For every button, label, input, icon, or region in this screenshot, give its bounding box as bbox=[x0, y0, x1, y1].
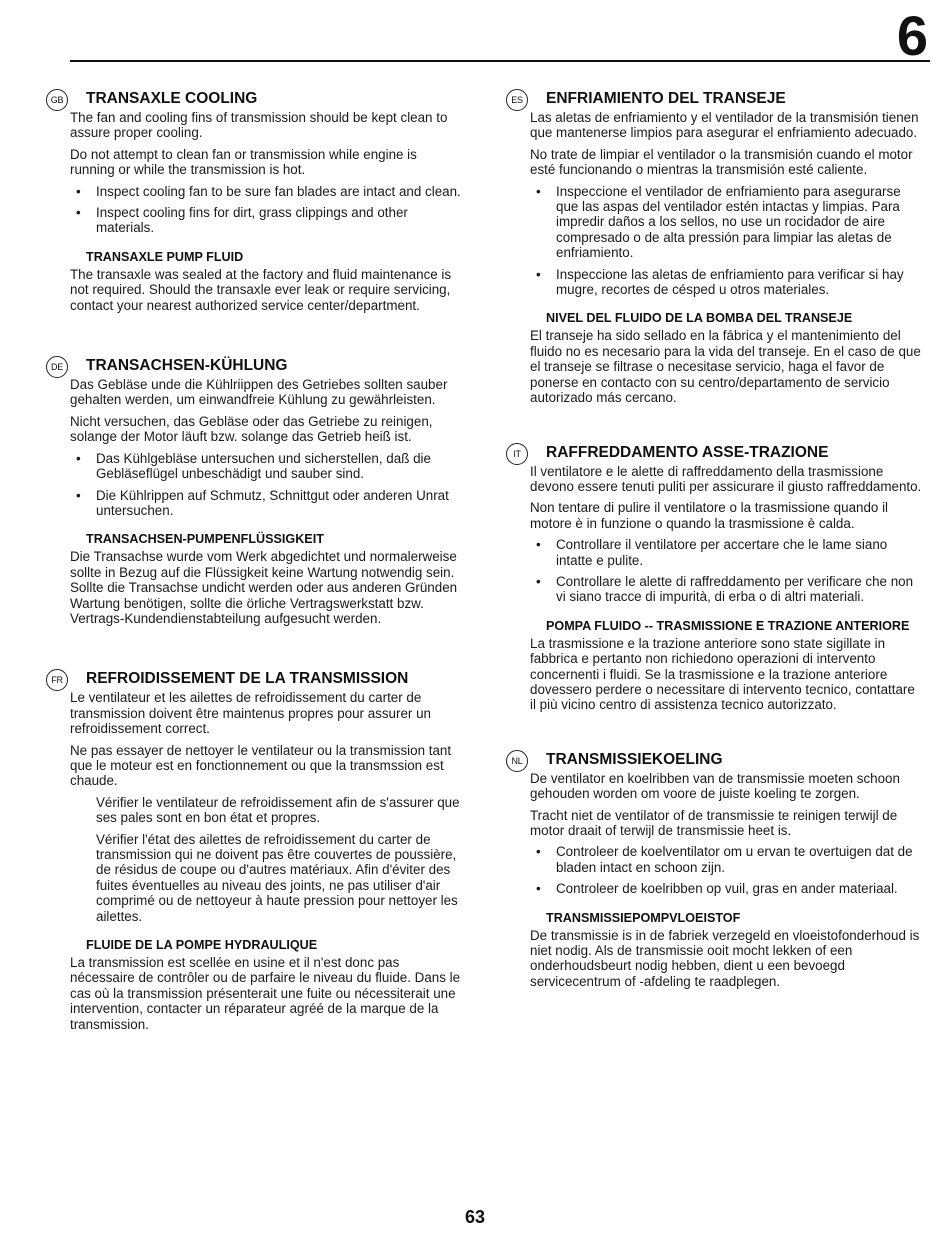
list-item-text: Inspect cooling fins for dirt, grass clippings and other materials. bbox=[96, 205, 408, 236]
list-item bbox=[70, 184, 462, 199]
section-title: TRANSAXLE COOLING bbox=[86, 90, 258, 107]
subsection-title: TRANSACHSEN-PUMPENFLÜSSIGKEIT bbox=[86, 532, 324, 547]
section-es bbox=[511, 90, 922, 406]
list-item bbox=[530, 537, 922, 568]
section-fr bbox=[51, 670, 462, 1032]
bullet-list bbox=[530, 184, 922, 298]
bullet-list bbox=[70, 451, 462, 519]
paragraph: De transmissie is in de fabriek verzegeld en vloeistofonderhoud is niet nodig. Als de transmissie ooit mocht lekken of een onderhoudsbeurt nodig hebben, dient u een bevoegd servicecentrum of -afdeling te raadplegen. bbox=[530, 927, 920, 989]
section-nl bbox=[511, 750, 922, 989]
list-item-text: Controleer de koelribben op vuil, gras en ander materiaal. bbox=[556, 881, 898, 897]
page-number: 63 bbox=[464, 1207, 486, 1227]
list-item-text: Controllare le alette di raffreddamento per verificare che non vi siano tracce di impurità, di erba o di altri materiali. bbox=[556, 573, 914, 605]
paragraph: The transaxle was sealed at the factory and fluid maintenance is not required. Should the transaxle ever leak or require servicing, contact your nearest authorized service center/department. bbox=[70, 266, 452, 313]
list-item-text: Das Kühlgebläse untersuchen und sicherstellen, daß die Gebläseflügel unbeschädigt und sauber sind. bbox=[96, 450, 431, 482]
language-badge-icon: IT bbox=[506, 443, 528, 465]
bullet-list bbox=[530, 844, 922, 896]
subsection-title: NIVEL DEL FLUIDO DE LA BOMBA DEL TRANSEJE bbox=[546, 311, 853, 326]
subsection-title: FLUIDE DE LA POMPE HYDRAULIQUE bbox=[86, 938, 318, 953]
section-title: ENFRIAMIENTO DEL TRANSEJE bbox=[546, 90, 786, 107]
bullet-icon: • bbox=[536, 183, 541, 199]
paragraph: Das Gebläse unde die Kühlriippen des Getriebes sollten sauber gehalten werden, um einwandfreie Kühlung zu gewährleisten. bbox=[70, 377, 448, 408]
indented-list bbox=[70, 795, 462, 924]
bullet-list bbox=[70, 184, 462, 236]
list-item bbox=[70, 205, 462, 236]
paragraph: The fan and cooling fins of transmission should be kept clean to assure proper cooling. bbox=[70, 110, 448, 141]
list-item-text: Die Kühlrippen auf Schmutz, Schnittgut oder anderen Unrat untersuchen. bbox=[96, 487, 449, 518]
language-badge-icon: DE bbox=[46, 356, 68, 378]
chapter-number: 6 bbox=[896, 4, 928, 67]
section-gb bbox=[50, 90, 462, 313]
list-item-text: Controleer de koelventilator om u ervan te overtuigen dat de bladen intact en schoon zijn. bbox=[556, 844, 913, 875]
paragraph: Ne pas essayer de nettoyer le ventilateur ou la transmission tant que le moteur est en fonctionnement ou que la transmssion est chaude. bbox=[70, 742, 452, 789]
bullet-icon: • bbox=[536, 266, 541, 282]
right-column bbox=[511, 88, 922, 995]
bullet-icon: • bbox=[76, 183, 81, 199]
bullet-icon: • bbox=[76, 487, 81, 503]
section-fr-heading bbox=[51, 670, 462, 688]
list-item bbox=[70, 795, 462, 826]
list-item-text: Vérifier le ventilateur de refroidissement afin de s'assurer que ses pales sont en bon état et propres. bbox=[96, 794, 460, 826]
bullet-icon: • bbox=[536, 844, 541, 860]
bullet-icon: • bbox=[76, 450, 81, 466]
section-it-heading bbox=[513, 443, 922, 462]
bullet-icon: • bbox=[76, 205, 81, 221]
list-item bbox=[70, 451, 462, 482]
bullet-icon: • bbox=[536, 537, 541, 553]
paragraph: De ventilator en koelribben van de transmissie moeten schoon gehouden worden om voore de juiste koeling te zorgen. bbox=[530, 770, 900, 802]
subsection-title: TRANSAXLE PUMP FLUID bbox=[86, 249, 244, 264]
list-item bbox=[530, 267, 922, 298]
section-title: TRANSMISSIEKOELING bbox=[546, 750, 723, 768]
language-badge-icon: GB bbox=[46, 89, 68, 111]
paragraph: El transeje ha sido sellado en la fábrica y el mantenimiento del fluido no es necesario para la vida del transeje. En el caso de que el transeje se filtrase o necesitase servicio, haga el favor de ponerse en contacto con su centro/departamento de servicio autorizado más cercano. bbox=[530, 328, 921, 406]
section-gb-heading bbox=[50, 90, 462, 108]
language-badge-icon: NL bbox=[506, 750, 528, 772]
subsection-title: TRANSMISSIEPOMPVLOEISTOF bbox=[546, 910, 741, 925]
paragraph: Die Transachse wurde vom Werk abgedichtet und normalerweise sollte in Bezug auf die Flüssigkeit keine Wartung notwendig sein. Sollte die Transachse undicht werden oder aus anderen Gründen Wartung benötigen, sollte die örliche Vertragswerkstatt bzw. Vertrags-Kundendienstabteilung aufgesucht werden. bbox=[70, 549, 458, 626]
paragraph: Las aletas de enfriamiento y el ventilador de la transmisión tienen que mantenerse limpios para asegurar el enfriamiento adecuado. bbox=[530, 110, 919, 141]
bullet-icon: • bbox=[536, 573, 541, 589]
paragraph: Le ventilateur et les ailettes de refroidissement du carter de transmission doivent être maintenus propres pour assurer un refroidissement correct. bbox=[70, 690, 431, 737]
section-de-heading bbox=[51, 357, 462, 375]
section-title: RAFFREDDAMENTO ASSE-TRAZIONE bbox=[546, 443, 829, 461]
list-item bbox=[530, 881, 922, 896]
section-de bbox=[51, 357, 462, 626]
list-item-text: Inspect cooling fan to be sure fan blades are intact and clean. bbox=[96, 183, 461, 199]
list-item-text: Inspeccione el ventilador de enfriamiento para asegurarse que las aspas del ventilador estén intactas y limpias. Para impredir daños a los sellos, no use un rocidador de aire compresado o de alta pressión para limpiar las aletas de enfriamiento. bbox=[556, 183, 901, 261]
header-rule bbox=[70, 60, 930, 62]
paragraph: Il ventilatore e le alette di raffreddamento della trasmissione devono essere tenuti puliti per assicurare il giusto raffreddamento. bbox=[530, 463, 922, 494]
paragraph: La trasmissione e la trazione anteriore sono state sigillate in fabbrica e pertanto non richiedono operazioni di intervento concernenti i fluidi. Se la trasmissione e la trazione anteriore dovessero perdere o necessitare di intervento tecnico, contattare il più vicino centro di assistenza tecnico autorizzato. bbox=[530, 635, 915, 713]
list-item-text: Vérifier l'état des ailettes de refroidissement du carter de transmission qui ne doivent pas être couvertes de poussière, de résidus de coupe ou d'autres matériaux. Afin d'éviter des fuites éventuelles au niveau des joints, ne pas utiliser d'air comprimé ou de nettoyeur à haute pression pour nettoyer les ailettes. bbox=[96, 831, 458, 924]
list-item-text: Inspeccione las aletas de enfriamiento para verificar si hay mugre, recortes de césped u otros materiales. bbox=[556, 266, 904, 298]
section-es-heading bbox=[511, 90, 922, 108]
left-column bbox=[50, 88, 462, 1038]
section-title: REFROIDISSEMENT DE LA TRANSMISSION bbox=[86, 670, 409, 688]
list-item-text: Controllare il ventilatore per accertare che le lame siano intatte e pulite. bbox=[556, 537, 888, 568]
list-item bbox=[530, 574, 922, 605]
language-badge-icon: FR bbox=[46, 669, 68, 691]
paragraph: Nicht versuchen, das Gebläse oder das Getriebe zu reinigen, solange der Motor läuft bzw. solange das Getrieb heiß ist. bbox=[70, 413, 433, 445]
paragraph: Tracht niet de ventilator of de transmissie te reinigen terwijl de motor draait of terwijl de transmissie heet is. bbox=[530, 807, 898, 838]
language-badge-icon: ES bbox=[506, 89, 528, 111]
section-nl-heading bbox=[511, 750, 922, 769]
list-item bbox=[530, 844, 922, 875]
bullet-icon: • bbox=[536, 881, 541, 897]
paragraph: No trate de limpiar el ventilador o la transmisión cuando el motor esté funcionando o mientras la transmisión esté caliente. bbox=[530, 146, 913, 178]
section-title: TRANSACHSEN-KÜHLUNG bbox=[86, 357, 288, 375]
section-it bbox=[513, 443, 922, 713]
bullet-list bbox=[530, 537, 922, 605]
subsection-title: POMPA FLUIDO -- TRASMISSIONE E TRAZIONE ANTERIORE bbox=[546, 618, 910, 633]
paragraph: Do not attempt to clean fan or transmission while engine is running or while the transmission is hot. bbox=[70, 146, 417, 178]
paragraph: La transmission est scellée en usine et il n'est donc pas nécessaire de contrôler ou de parfaire le niveau du fluide. Dans le cas où la transmission présenterait une fuite ou nécessiterait une intervention, contacter un réparateur agréé de la marque de la transmission. bbox=[70, 955, 461, 1032]
paragraph: Non tentare di pulire il ventilatore o la trasmissione quando il motore è in funzione o quando la trasmissione è calda. bbox=[530, 500, 889, 531]
list-item bbox=[70, 832, 462, 924]
list-item bbox=[70, 488, 462, 519]
list-item bbox=[530, 184, 922, 261]
